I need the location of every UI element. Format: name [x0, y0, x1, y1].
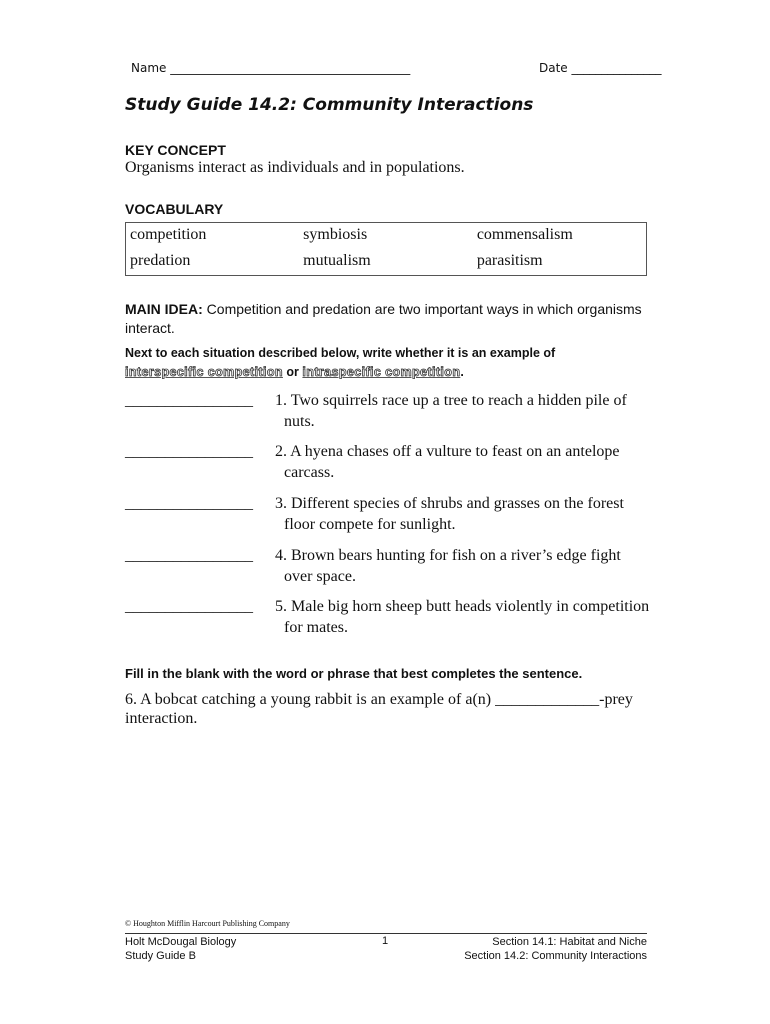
question-text-cont: over space.	[284, 568, 356, 585]
question-text: 2. A hyena chases off a vulture to feast on an antelope	[275, 443, 620, 460]
footer-guide-name: Study Guide B	[125, 950, 196, 962]
vocabulary-heading: VOCABULARY	[125, 201, 224, 217]
footer-section-2: Section 14.2: Community Interactions	[464, 950, 647, 962]
vocabulary-term: commensalism	[476, 226, 573, 243]
question-6-text-cont: interaction.	[125, 710, 198, 727]
instruction-competition	[125, 344, 665, 382]
page-number: 1	[382, 935, 389, 947]
question-text: 5. Male big horn sheep butt heads violently in competition	[275, 598, 650, 615]
answer-blank[interactable]: ________________	[125, 495, 253, 512]
copyright-notice: © Houghton Mifflin Harcourt Publishing Company	[125, 919, 290, 928]
instruction-prefix: Next to each situation described below, write whether it is an example of	[125, 346, 556, 360]
term-intraspecific: intraspecific competition	[302, 365, 461, 379]
footer-section-1: Section 14.1: Habitat and Niche	[492, 936, 647, 948]
main-idea-text: Competition and predation are two important ways in which organisms interact.	[125, 301, 642, 336]
question-text-cont: for mates.	[284, 619, 348, 636]
answer-blank[interactable]: ________________	[125, 598, 253, 615]
vocabulary-term: predation	[130, 252, 191, 269]
vocabulary-row	[126, 223, 647, 250]
footer-divider	[125, 933, 647, 934]
vocabulary-term: symbiosis	[303, 226, 368, 243]
page-title: Study Guide 14.2: Community Interactions	[125, 95, 534, 115]
name-field-label: Name ________________________________________	[131, 61, 411, 75]
question-6	[125, 690, 665, 728]
footer-right	[427, 935, 647, 963]
date-field-label: Date _______________	[539, 61, 662, 75]
main-idea	[125, 300, 645, 338]
question-text: 4. Brown bears hunting for fish on a river’s edge fight	[275, 547, 621, 564]
main-idea-label: MAIN IDEA:	[125, 301, 203, 317]
question-text: 3. Different species of shrubs and grasses on the forest	[275, 495, 624, 512]
vocabulary-term: mutualism	[303, 252, 371, 269]
instruction-fill-blank: Fill in the blank with the word or phrase that best completes the sentence.	[125, 666, 583, 681]
answer-blank[interactable]: ________________	[125, 392, 253, 409]
key-concept-heading: KEY CONCEPT	[125, 142, 226, 158]
question-text-cont: floor compete for sunlight.	[284, 516, 456, 533]
instruction-suffix: .	[460, 365, 464, 379]
key-concept-text: Organisms interact as individuals and in populations.	[125, 159, 465, 176]
footer-left	[125, 935, 236, 963]
question-text-cont: nuts.	[284, 413, 315, 430]
term-interspecific: interspecific competition	[125, 365, 283, 379]
question-text: 1. Two squirrels race up a tree to reach a hidden pile of	[275, 392, 627, 409]
vocabulary-row	[126, 249, 647, 276]
footer-book-title: Holt McDougal Biology	[125, 936, 237, 948]
vocabulary-table	[125, 222, 647, 276]
answer-blank[interactable]: ________________	[125, 547, 253, 564]
instruction-or: or	[282, 365, 303, 379]
vocabulary-term: parasitism	[476, 252, 543, 269]
answer-blank[interactable]: ________________	[125, 443, 253, 460]
question-text-cont: carcass.	[284, 464, 335, 481]
vocabulary-term: competition	[130, 226, 207, 243]
question-6-text: 6. A bobcat catching a young rabbit is an example of a(n) _____________-prey	[125, 691, 633, 708]
